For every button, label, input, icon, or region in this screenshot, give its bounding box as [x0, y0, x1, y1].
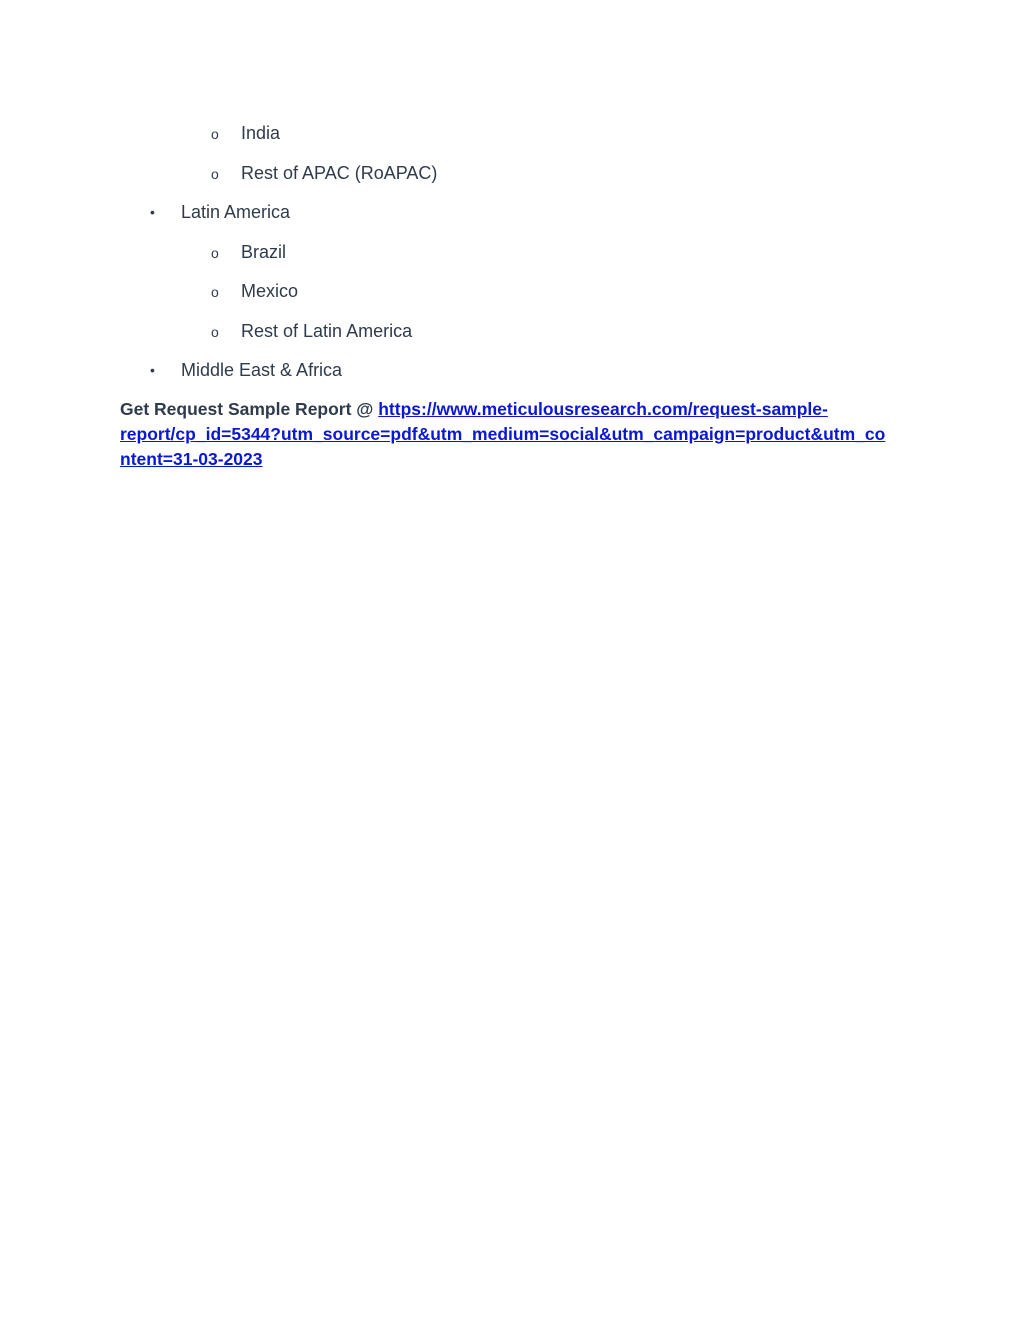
- list-item-label: Middle East & Africa: [181, 360, 343, 380]
- list-item-label: Mexico: [241, 281, 299, 301]
- sub-bullet-marker: o: [211, 166, 219, 182]
- cta-line-1: [120, 397, 920, 422]
- sub-bullet-marker: o: [211, 126, 219, 142]
- list-item-label: Latin America: [181, 202, 291, 222]
- bullet-marker: •: [150, 362, 155, 378]
- list-item-middle-east-africa: [0, 358, 1024, 382]
- list-item-latin-america: [0, 200, 1024, 224]
- request-sample-link-part-1[interactable]: https://www.meticulousresearch.com/request-sample-: [378, 399, 828, 419]
- list-item-label: Rest of APAC (RoAPAC): [241, 163, 438, 183]
- list-item-rest-of-latin-america: [0, 319, 1024, 343]
- list-item-label: Brazil: [241, 242, 287, 262]
- sub-bullet-marker: o: [211, 284, 219, 300]
- list-item-brazil: [0, 240, 1024, 264]
- request-sample-link-part-3[interactable]: ntent=31-03-2023: [120, 449, 263, 469]
- list-item-label: Rest of Latin America: [241, 321, 413, 341]
- list-item-india: [0, 121, 1024, 145]
- bullet-marker: •: [150, 204, 155, 220]
- cta-label: Get Request Sample Report @: [120, 399, 379, 419]
- sub-bullet-marker: o: [211, 245, 219, 261]
- list-item-mexico: [0, 279, 1024, 303]
- sub-bullet-marker: o: [211, 324, 219, 340]
- request-sample-paragraph: [120, 397, 920, 472]
- list-item-label: India: [241, 123, 281, 143]
- request-sample-link-part-2[interactable]: report/cp_id=5344?utm_source=pdf&utm_medium=social&utm_campaign=product&utm_co: [120, 424, 886, 444]
- list-item-rest-of-apac: [0, 161, 1024, 185]
